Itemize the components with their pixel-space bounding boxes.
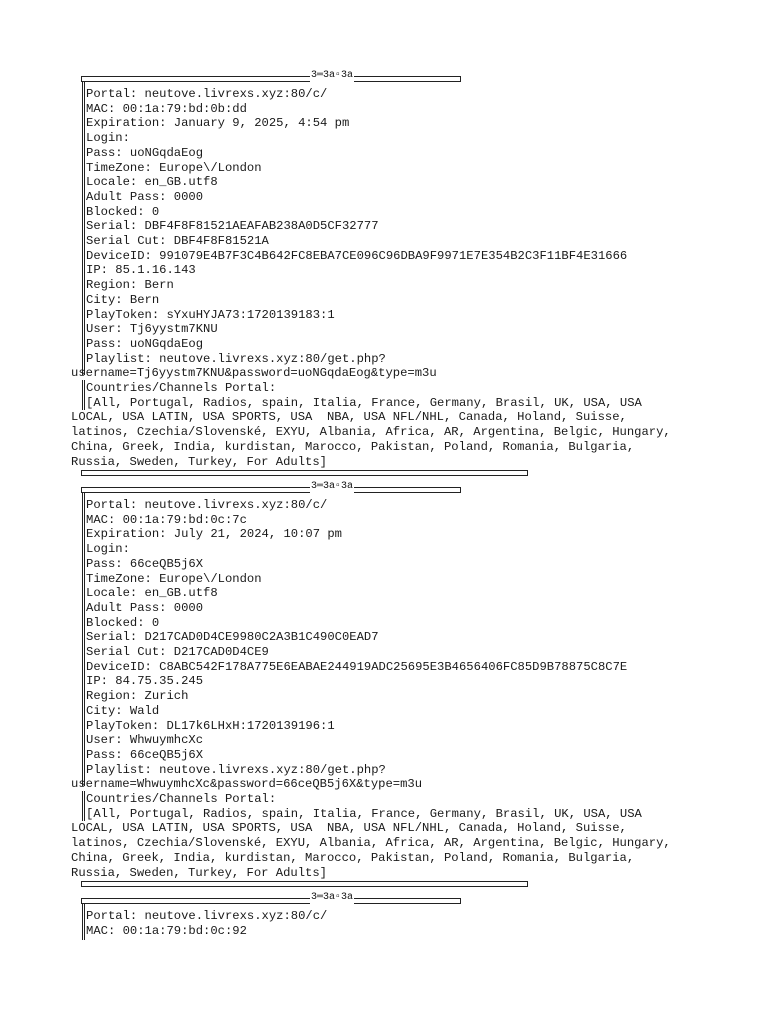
entry-left-rule-2 xyxy=(82,380,85,410)
countries-label: Countries/Channels Portal: xyxy=(86,381,277,395)
play-token-line: PlayToken: sYxuHYJA73:1720139183:1 xyxy=(86,307,335,322)
entry-top-border xyxy=(81,892,461,904)
device-id-line: DeviceID: C8ABC542F178A775E6EABAE244919ADC25695E3B4656406FC85D9B78875C8C7E xyxy=(86,659,628,674)
user-line: User: Tj6yystm7KNU xyxy=(86,322,218,337)
channels-line-2: LOCAL, USA LATIN, USA SPORTS, USA NBA, USA NFL/NHL, Canada, Holand, Suisse, xyxy=(71,410,627,425)
serial-line: Serial: D217CAD0D4CE9980C2A3B1C490C0EAD7 xyxy=(86,630,379,645)
pass-line: Pass: 66ceQB5j6X xyxy=(86,556,204,571)
ip-line: IP: 84.75.35.245 xyxy=(86,674,204,689)
ip-line: IP: 85.1.16.143 xyxy=(86,263,196,278)
channels-line-4: China, Greek, India, kurdistan, Marocco, Pakistan, Poland, Romania, Bulgaria, xyxy=(71,850,635,865)
pass2-line: Pass: 66ceQB5j6X xyxy=(86,747,204,762)
login-line: Login: xyxy=(86,542,130,557)
channels-line-2: LOCAL, USA LATIN, USA SPORTS, USA NBA, USA NFL/NHL, Canada, Holand, Suisse, xyxy=(71,821,627,836)
mac-line: MAC: 00:1a:79:bd:0c:7c xyxy=(86,512,247,527)
entry-left-rule-2 xyxy=(82,791,85,821)
playlist-url-line: username=Tj6yystm7KNU&password=uoNGqdaEog&type=m3u xyxy=(71,366,437,381)
timezone-line: TimeZone: Europe\/London xyxy=(86,571,262,586)
playlist-line: Playlist: neutove.livrexs.xyz:80/get.php? xyxy=(86,762,386,777)
city-line: City: Bern xyxy=(86,292,160,307)
expiration-line: Expiration: January 9, 2025, 4:54 pm xyxy=(86,116,350,131)
blocked-line: Blocked: 0 xyxy=(86,204,160,219)
login-line: Login: xyxy=(86,131,130,146)
channels-line-1: [All, Portugal, Radios, spain, Italia, France, Germany, Brasil, UK, USA, USA xyxy=(86,395,642,410)
countries-label: Countries/Channels Portal: xyxy=(86,792,277,806)
entry-bottom-border xyxy=(81,881,528,887)
serial-cut-line: Serial Cut: D217CAD0D4CE9 xyxy=(86,645,269,659)
border-mark: 3═3a▫3a xyxy=(311,892,354,903)
portal-line: Portal: neutove.livrexs.xyz:80/c/ xyxy=(86,498,328,512)
playlist-line: Playlist: neutove.livrexs.xyz:80/get.php? xyxy=(86,351,386,366)
channels-line-3: latinos, Czechia/Slovenské, EXYU, Albania, Africa, AR, Argentina, Belgic, Hungary, xyxy=(71,425,671,440)
adult-pass-line: Adult Pass: 0000 xyxy=(86,600,204,615)
border-mark: 3═3a▫3a xyxy=(311,481,354,492)
entry-top-border xyxy=(81,481,461,493)
pass2-line: Pass: uoNGqdaEog xyxy=(86,336,204,351)
user-line: User: WhwuymhcXc xyxy=(86,733,204,748)
device-id-line: DeviceID: 991079E4B7F3C4B642FC8EBA7CE096C96DBA9F9971E7E354B2C3F11BF4E31666 xyxy=(86,248,628,263)
locale-line: Locale: en_GB.utf8 xyxy=(86,586,218,601)
play-token-line: PlayToken: DL17k6LHxH:1720139196:1 xyxy=(86,718,335,733)
channels-line-4: China, Greek, India, kurdistan, Marocco, Pakistan, Poland, Romania, Bulgaria, xyxy=(71,439,635,454)
portal-line: Portal: neutove.livrexs.xyz:80/c/ xyxy=(86,909,328,923)
city-line: City: Wald xyxy=(86,703,160,718)
region-line: Region: Bern xyxy=(86,278,174,293)
entry-left-rule xyxy=(82,904,85,940)
border-mark: 3═3a▫3a xyxy=(311,70,354,81)
locale-line: Locale: en_GB.utf8 xyxy=(86,175,218,190)
entry-bottom-border xyxy=(81,470,528,476)
timezone-line: TimeZone: Europe\/London xyxy=(86,160,262,175)
entry-top-border xyxy=(81,70,461,82)
entry-left-rule xyxy=(82,82,85,375)
pass-line: Pass: uoNGqdaEog xyxy=(86,145,204,160)
channels-line-3: latinos, Czechia/Slovenské, EXYU, Albania, Africa, AR, Argentina, Belgic, Hungary, xyxy=(71,836,671,851)
mac-line: MAC: 00:1a:79:bd:0c:92 xyxy=(86,923,247,938)
channels-line-5: Russia, Sweden, Turkey, For Adults] xyxy=(71,865,327,880)
adult-pass-line: Adult Pass: 0000 xyxy=(86,189,204,204)
serial-cut-line: Serial Cut: DBF4F8F81521A xyxy=(86,234,269,248)
channels-line-5: Russia, Sweden, Turkey, For Adults] xyxy=(71,454,327,469)
expiration-line: Expiration: July 21, 2024, 10:07 pm xyxy=(86,527,342,542)
portal-line: Portal: neutove.livrexs.xyz:80/c/ xyxy=(86,87,328,101)
mac-line: MAC: 00:1a:79:bd:0b:dd xyxy=(86,101,247,116)
entry-left-rule xyxy=(82,493,85,786)
region-line: Region: Zurich xyxy=(86,689,189,704)
playlist-url-line: username=WhwuymhcXc&password=66ceQB5j6X&type=m3u xyxy=(71,777,423,792)
serial-line: Serial: DBF4F8F81521AEAFAB238A0D5CF32777 xyxy=(86,219,379,234)
channels-line-1: [All, Portugal, Radios, spain, Italia, France, Germany, Brasil, UK, USA, USA xyxy=(86,806,642,821)
blocked-line: Blocked: 0 xyxy=(86,615,160,630)
